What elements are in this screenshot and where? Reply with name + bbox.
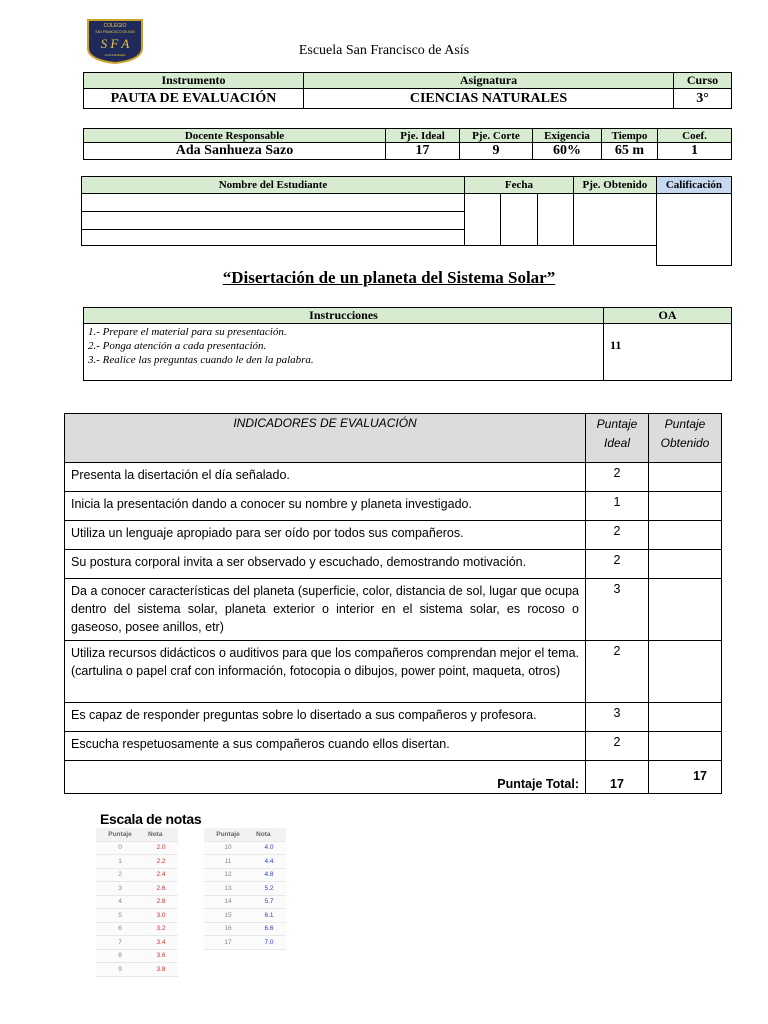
scale-score: 17	[204, 936, 252, 950]
scale-grade: 6.6	[252, 922, 286, 936]
header-pje-ideal: Pje. Ideal	[386, 129, 460, 143]
scale-grade: 2.4	[144, 868, 178, 882]
spacer	[82, 246, 657, 266]
docente-value: Ada Sanhueza Sazo	[84, 143, 386, 160]
teacher-table	[83, 128, 732, 160]
logo-sub-text: SAN FRANCISCO DE ASIS	[95, 30, 135, 34]
scale-score: 1	[96, 855, 144, 869]
total-label: Puntaje Total:	[65, 761, 586, 794]
indicator-ideal: 2	[586, 463, 649, 492]
logo-monogram: S F A	[100, 36, 130, 51]
instruction-item: 3.- Realice las preguntas cuando le den la palabra.	[88, 354, 314, 366]
header-puntaje-ideal-line2: Ideal	[603, 436, 631, 450]
scale-header-nota: Nota	[144, 828, 178, 841]
header-puntaje-obtenido	[649, 414, 722, 463]
header-instrucciones: Instrucciones	[84, 308, 604, 324]
header-fecha: Fecha	[465, 177, 574, 194]
header-calificacion: Calificación	[656, 177, 731, 194]
pje-corte-value: 9	[460, 143, 533, 160]
grade-scale-right	[204, 828, 286, 950]
header-curso: Curso	[674, 73, 732, 89]
indicator-obtained-field[interactable]	[649, 492, 722, 521]
scale-grade: 2.8	[144, 895, 178, 909]
tiempo-value: 65 m	[602, 143, 658, 160]
exigencia-value: 60%	[533, 143, 602, 160]
header-indicadores: INDICADORES DE EVALUACIÓN	[65, 414, 586, 463]
scale-grade: 3.4	[144, 936, 178, 950]
header-docente: Docente Responsable	[84, 129, 386, 143]
indicator-ideal: 2	[586, 550, 649, 579]
student-name-field[interactable]	[82, 230, 465, 246]
fecha-year-field[interactable]	[537, 194, 573, 246]
student-name-field[interactable]	[82, 194, 465, 212]
grade-scale-left	[96, 828, 178, 977]
asignatura-value: CIENCIAS NATURALES	[304, 89, 674, 109]
scale-score: 11	[204, 855, 252, 869]
header-instrumento: Instrumento	[84, 73, 304, 89]
header-asignatura: Asignatura	[304, 73, 674, 89]
indicator-ideal: 3	[586, 703, 649, 732]
indicator-text: Utiliza recursos didácticos o auditivos para que los compañeros comprendan mejor el tema. (cartulina o papel craf con información, fotocopia o dibujos, power point, maqueta, otros)	[65, 641, 586, 703]
indicator-text: Presenta la disertación el día señalado.	[65, 463, 586, 492]
scale-title: Escala de notas	[100, 811, 202, 827]
scale-score: 2	[96, 868, 144, 882]
oa-value: 11	[604, 324, 732, 381]
logo-bottom-text: LOS ANGELES	[104, 53, 126, 57]
header-tiempo: Tiempo	[602, 129, 658, 143]
scale-grade: 3.2	[144, 922, 178, 936]
scale-score: 4	[96, 895, 144, 909]
indicator-text: Es capaz de responder preguntas sobre lo disertado a sus compañeros y profesora.	[65, 703, 586, 732]
calificacion-field[interactable]	[656, 194, 731, 266]
instruction-item: 1.- Prepare el material para su presentación.	[88, 326, 287, 338]
document-title: “Disertación de un planeta del Sistema Solar”	[222, 268, 556, 287]
indicator-obtained-field[interactable]	[649, 550, 722, 579]
total-ideal: 17	[586, 761, 649, 794]
instruction-item: 2.- Ponga atención a cada presentación.	[88, 340, 267, 352]
scale-score: 14	[204, 895, 252, 909]
scale-score: 16	[204, 922, 252, 936]
indicator-obtained-field[interactable]	[649, 641, 722, 703]
indicator-ideal: 2	[586, 641, 649, 703]
indicator-text: Inicia la presentación dando a conocer su nombre y planeta investigado.	[65, 492, 586, 521]
scale-score: 5	[96, 909, 144, 923]
header-puntaje-ideal	[586, 414, 649, 463]
indicator-ideal: 1	[586, 492, 649, 521]
indicator-ideal: 3	[586, 579, 649, 641]
header-pje-obtenido: Pje. Obtenido	[573, 177, 656, 194]
scale-grade: 3.0	[144, 909, 178, 923]
scale-score: 0	[96, 841, 144, 855]
coef-value: 1	[658, 143, 732, 160]
scale-score: 7	[96, 936, 144, 950]
scale-grade: 5.7	[252, 895, 286, 909]
scale-grade: 4.8	[252, 868, 286, 882]
indicator-text: Utiliza un lenguaje apropiado para ser oído por todos sus compañeros.	[65, 521, 586, 550]
scale-grade: 7.0	[252, 936, 286, 950]
instructions-table	[83, 307, 732, 381]
student-name-field[interactable]	[82, 212, 465, 230]
header-oa: OA	[604, 308, 732, 324]
indicator-obtained-field[interactable]	[649, 521, 722, 550]
scale-grade: 5.2	[252, 882, 286, 896]
scale-grade: 3.8	[144, 963, 178, 977]
scale-grade: 2.0	[144, 841, 178, 855]
indicators-table	[64, 413, 722, 794]
indicator-obtained-field[interactable]	[649, 579, 722, 641]
scale-score: 10	[204, 841, 252, 855]
scale-score: 6	[96, 922, 144, 936]
indicator-text: Escucha respetuosamente a sus compañeros cuando ellos disertan.	[65, 732, 586, 761]
fecha-day-field[interactable]	[465, 194, 501, 246]
indicator-text: Da a conocer características del planeta (superficie, color, distancia de sol, lugar que ocupa dentro del sistema solar, planeta exterior o interior en el sistema solar, es rocoso o gaseoso, posee anillos, etr)	[65, 579, 586, 641]
scale-grade: 2.6	[144, 882, 178, 896]
pje-obtenido-field[interactable]	[573, 194, 656, 246]
indicator-obtained-field[interactable]	[649, 732, 722, 761]
indicator-obtained-field[interactable]	[649, 463, 722, 492]
indicator-ideal: 2	[586, 732, 649, 761]
scale-score: 15	[204, 909, 252, 923]
student-table	[81, 176, 732, 266]
indicator-ideal: 2	[586, 521, 649, 550]
header-puntaje-obtenido-line1: Puntaje	[664, 417, 706, 431]
total-obtained: 17	[649, 761, 722, 794]
header-puntaje-ideal-line1: Puntaje	[596, 417, 638, 431]
scale-score: 9	[96, 963, 144, 977]
school-name: Escuela San Francisco de Asís	[298, 43, 470, 58]
instrument-table	[83, 72, 732, 109]
pje-ideal-value: 17	[386, 143, 460, 160]
scale-grade: 2.2	[144, 855, 178, 869]
scale-grade: 3.6	[144, 949, 178, 963]
indicator-text: Su postura corporal invita a ser observado y escuchado, demostrando motivación.	[65, 550, 586, 579]
scale-score: 13	[204, 882, 252, 896]
header-nombre-estudiante: Nombre del Estudiante	[82, 177, 465, 194]
scale-score: 3	[96, 882, 144, 896]
instructions-list	[84, 324, 604, 381]
logo-top-text: COLEGIO	[103, 23, 127, 29]
scale-header-puntaje: Puntaje	[204, 828, 252, 841]
header-pje-corte: Pje. Corte	[460, 129, 533, 143]
indicator-obtained-field[interactable]	[649, 703, 722, 732]
scale-header-nota: Nota	[252, 828, 286, 841]
scale-grade: 4.4	[252, 855, 286, 869]
curso-value: 3°	[674, 89, 732, 109]
header-coef: Coef.	[658, 129, 732, 143]
fecha-month-field[interactable]	[501, 194, 537, 246]
header-exigencia: Exigencia	[533, 129, 602, 143]
scale-grade: 6.1	[252, 909, 286, 923]
scale-score: 8	[96, 949, 144, 963]
scale-score: 12	[204, 868, 252, 882]
header-puntaje-obtenido-line2: Obtenido	[660, 436, 710, 450]
scale-header-puntaje: Puntaje	[96, 828, 144, 841]
scale-grade: 4.0	[252, 841, 286, 855]
instrumento-value: PAUTA DE EVALUACIÓN	[84, 89, 304, 109]
